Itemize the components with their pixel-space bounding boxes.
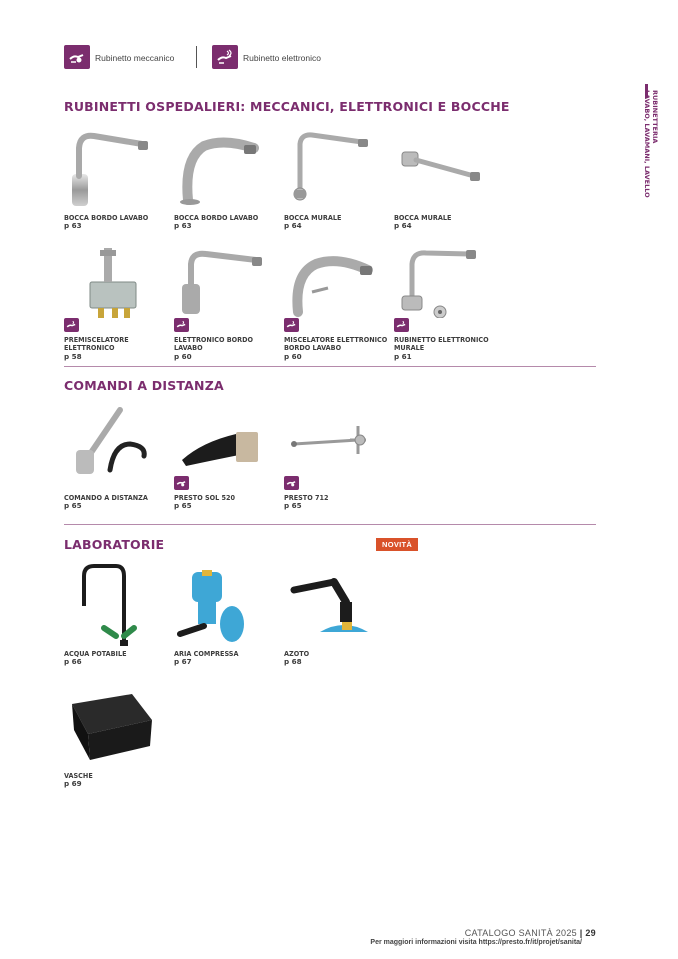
product-image [174,562,274,650]
product-name: VASCHE [64,771,93,780]
product-presto-sol-520[interactable] [174,404,279,511]
product-image [284,128,384,214]
product-rubinetto-elettronico-murale[interactable] [394,246,499,361]
product-image [64,686,164,772]
product-page: p 69 [64,779,82,789]
product-bocca-bordo-lavabo-1[interactable] [64,128,169,231]
footer-catalog-label: CATALOGO SANITÀ 2025 [464,928,577,938]
product-page: p 63 [64,221,82,231]
product-image [174,246,274,318]
product-name: BOCCA BORDO LAVABO [174,213,259,222]
mechanical-badge-icon [284,476,299,490]
product-image [174,128,274,214]
product-image [284,404,384,476]
product-name: BOCCA MURALE [284,213,342,222]
product-name: MISCELATORE ELETTRONICO BORDO LAVABO [284,335,388,353]
product-comando-a-distanza[interactable] [64,404,169,511]
product-bocca-murale-1[interactable] [284,128,389,231]
side-tab-label [643,90,659,198]
electronic-faucet-icon [212,45,238,69]
mechanical-faucet-icon [64,45,90,69]
electronic-badge-icon [174,318,189,332]
section-title-lab: LABORATORIE [64,537,165,552]
footer-page-number: 29 [585,928,596,938]
product-page: p 68 [284,657,302,667]
product-image [284,246,384,318]
product-page: p 67 [174,657,192,667]
legend-mechanical-label: Rubinetto meccanico [95,53,175,63]
product-name: PRESTO 712 [284,493,329,502]
product-page: p 60 [174,351,192,361]
product-elettronico-bordo-lavabo[interactable] [174,246,279,361]
product-image [174,404,274,476]
product-miscelatore-elettronico-bordo-lavabo[interactable] [284,246,389,361]
new-badge: NOVITÀ [376,538,418,551]
side-tab-line2: LAVABO, LAVAMANI, LAVELLO [643,90,651,198]
product-image [64,562,164,650]
product-page: p 65 [64,501,82,511]
product-vasche[interactable] [64,686,169,789]
section-divider [64,524,596,525]
product-image [64,246,164,318]
product-name: PRESTO SOL 520 [174,493,235,502]
product-name: ACQUA POTABILE [64,649,127,658]
product-premiscelatore-elettronico[interactable] [64,246,169,361]
product-page: p 65 [284,501,302,511]
product-name: ARIA COMPRESSA [174,649,239,658]
product-bocca-bordo-lavabo-2[interactable] [174,128,279,231]
electronic-badge-icon [284,318,299,332]
product-page: p 66 [64,657,82,667]
product-image [64,128,164,214]
product-image [394,128,494,214]
side-tab-line1: RUBINETTERIA [651,90,659,144]
product-azoto[interactable] [284,562,389,667]
product-page: p 65 [174,501,192,511]
product-image [284,562,384,650]
product-presto-712[interactable] [284,404,389,511]
section-title-hospital: RUBINETTI OSPEDALIERI: MECCANICI, ELETTRONICI E BOCCHE [64,99,510,114]
legend-electronic-label: Rubinetto elettronico [243,53,321,63]
product-name: ELETTRONICO BORDO LAVABO [174,335,253,353]
electronic-badge-icon [394,318,409,332]
footer-info-link[interactable]: Per maggiori informazioni visita https://presto.fr/it/projet/sanita/ [370,939,582,946]
product-page: p 64 [394,221,412,231]
legend-divider [196,46,197,68]
product-name: AZOTO [284,649,310,658]
product-page: p 58 [64,351,82,361]
product-name: PREMISCELATORE ELETTRONICO [64,335,129,353]
product-name: RUBINETTO ELETTRONICO MURALE [394,335,489,353]
electronic-badge-icon [64,318,79,332]
product-page: p 64 [284,221,302,231]
product-name: BOCCA MURALE [394,213,452,222]
section-divider [64,366,596,367]
product-page: p 60 [284,351,302,361]
product-image [394,246,494,318]
product-image [64,404,164,476]
product-acqua-potabile[interactable] [64,562,169,667]
product-name: COMANDO A DISTANZA [64,493,148,502]
section-title-remote: COMANDI A DISTANZA [64,378,224,393]
product-bocca-murale-2[interactable] [394,128,499,231]
product-page: p 61 [394,351,412,361]
footer-catalog: CATALOGO SANITÀ 2025 | 29 [464,928,596,938]
product-page: p 63 [174,221,192,231]
mechanical-badge-icon [174,476,189,490]
product-aria-compressa[interactable] [174,562,279,667]
product-name: BOCCA BORDO LAVABO [64,213,149,222]
